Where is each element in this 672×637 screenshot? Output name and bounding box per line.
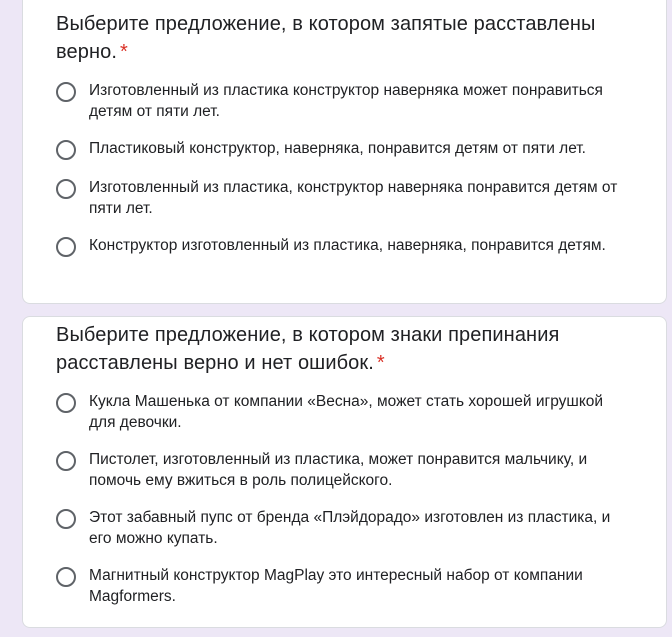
option-q1-4[interactable]	[56, 237, 636, 257]
option-label: Магнитный конструктор MagPlay это интересный набор от компании Magformers.	[89, 567, 583, 605]
option-q2-4[interactable]	[56, 567, 636, 607]
question-title-text: Выберите предложение, в котором знаки препинания расставлены верно и нет ошибок.	[56, 324, 560, 374]
option-label: Изготовленный из пластика, конструктор наверняка понравится детям от пяти лет.	[89, 179, 618, 217]
question-title-1	[56, 10, 626, 66]
required-asterisk: *	[376, 352, 385, 374]
option-label: Изготовленный из пластика конструктор наверняка может понравиться детям от пяти лет.	[89, 82, 603, 120]
radio-button[interactable]	[56, 179, 76, 199]
option-label: Пластиковый конструктор, наверняка, понравится детям от пяти лет.	[89, 140, 586, 157]
radio-button[interactable]	[56, 451, 76, 471]
option-q1-1[interactable]	[56, 82, 636, 122]
radio-button[interactable]	[56, 393, 76, 413]
option-label: Пистолет, изготовленный из пластика, может понравится мальчику, и помочь ему вжиться в роль полицейского.	[89, 451, 588, 489]
radio-button[interactable]	[56, 140, 76, 160]
option-q2-3[interactable]	[56, 509, 636, 549]
radio-button[interactable]	[56, 82, 76, 102]
option-q1-3[interactable]	[56, 179, 636, 219]
question-card-1	[22, 0, 667, 304]
radio-button[interactable]	[56, 567, 76, 587]
option-label: Конструктор изготовленный из пластика, наверняка, понравится детям.	[89, 237, 606, 254]
option-label: Этот забавный пупс от бренда «Плэйдорадо» изготовлен из пластика, и его можно купать.	[89, 509, 611, 547]
question-title-text: Выберите предложение, в котором запятые расставлены верно.	[56, 13, 596, 63]
question-title-2	[56, 321, 626, 377]
option-q1-2[interactable]	[56, 140, 636, 160]
option-q2-2[interactable]	[56, 451, 636, 491]
required-asterisk: *	[119, 41, 128, 63]
radio-button[interactable]	[56, 237, 76, 257]
radio-button[interactable]	[56, 509, 76, 529]
option-q2-1[interactable]	[56, 393, 636, 433]
question-card-2	[22, 316, 667, 628]
option-label: Кукла Машенька от компании «Весна», может стать хорошей игрушкой для девочки.	[89, 393, 604, 431]
